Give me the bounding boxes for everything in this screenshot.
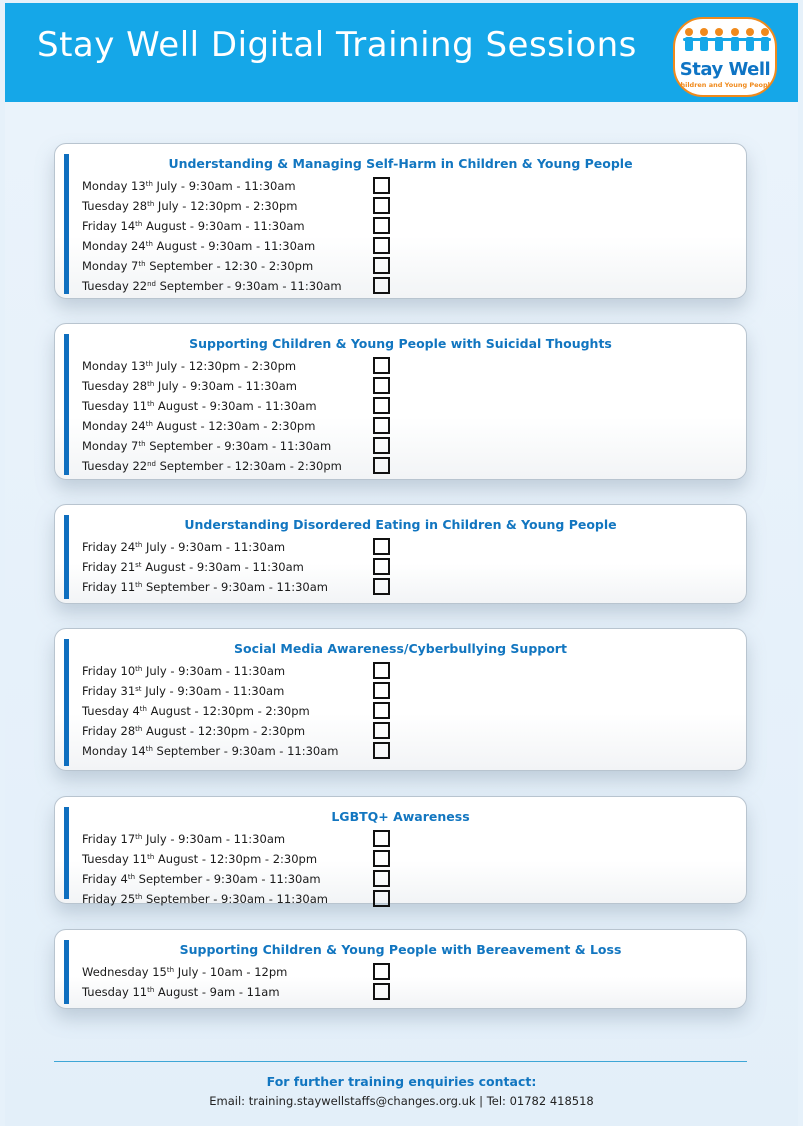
date-day: Tuesday 22	[82, 459, 148, 473]
date-day: Monday 24	[82, 419, 146, 433]
session-checkbox[interactable]	[373, 457, 390, 474]
date-day: Friday 21	[82, 560, 136, 574]
date-ordinal: th	[145, 420, 153, 428]
date-day: Tuesday 4	[82, 704, 140, 718]
date-ordinal: th	[135, 725, 143, 733]
session-title: Understanding & Managing Self-Harm in Children & Young People	[168, 156, 633, 171]
date-ordinal: th	[135, 581, 143, 589]
date-time: July - 9:30am - 11:30am	[152, 179, 296, 193]
date-ordinal: nd	[147, 460, 156, 468]
session-checkbox[interactable]	[373, 742, 390, 759]
date-day: Friday 24	[82, 540, 136, 554]
logo-subtext: Children and Young People	[675, 81, 775, 89]
date-time: July - 9:30am - 11:30am	[141, 684, 285, 698]
session-checkbox[interactable]	[373, 722, 390, 739]
session-checkbox[interactable]	[373, 237, 390, 254]
date-time: July - 12:30pm - 2:30pm	[154, 199, 298, 213]
date-day: Friday 10	[82, 664, 136, 678]
page-title: Stay Well Digital Training Sessions	[37, 25, 637, 65]
session-checkbox[interactable]	[373, 177, 390, 194]
session-checkbox[interactable]	[373, 277, 390, 294]
date-ordinal: th	[139, 705, 147, 713]
date-ordinal: th	[166, 966, 175, 974]
session-card	[54, 143, 747, 299]
date-day: Friday 17	[82, 832, 136, 846]
session-checkbox[interactable]	[373, 377, 390, 394]
session-checkbox[interactable]	[373, 257, 390, 274]
date-day: Monday 13	[82, 179, 146, 193]
date-time: July - 9:30am - 11:30am	[142, 664, 286, 678]
date-time: August - 9am - 11am	[154, 985, 280, 999]
date-time: August - 12:30pm - 2:30pm	[146, 704, 310, 718]
date-ordinal: th	[138, 440, 146, 448]
date-time: July - 9:30am - 11:30am	[154, 379, 297, 393]
session-date-row	[82, 537, 382, 557]
session-date-row	[82, 982, 382, 1002]
date-ordinal: th	[147, 200, 155, 208]
session-date-row	[82, 701, 382, 721]
date-ordinal: th	[135, 893, 143, 901]
date-ordinal: st	[135, 685, 142, 693]
session-date-row	[82, 256, 382, 276]
session-title: LGBTQ+ Awareness	[331, 809, 470, 824]
session-card	[54, 796, 747, 904]
session-card	[54, 323, 747, 480]
session-date-row	[82, 216, 382, 236]
session-checkbox[interactable]	[373, 702, 390, 719]
session-date-row	[82, 661, 382, 681]
session-checkbox[interactable]	[373, 538, 390, 555]
session-date-row	[82, 889, 382, 909]
date-day: Monday 7	[82, 259, 139, 273]
session-card	[54, 929, 747, 1009]
session-checkbox[interactable]	[373, 662, 390, 679]
session-date-row	[82, 577, 382, 597]
date-time: August - 9:30am - 11:30am	[141, 560, 304, 574]
session-date-row	[82, 356, 382, 376]
session-checkbox[interactable]	[373, 682, 390, 699]
session-date-row	[82, 721, 382, 741]
session-date-row	[82, 196, 382, 216]
date-ordinal: th	[135, 220, 143, 228]
date-day: Tuesday 28	[82, 199, 148, 213]
date-time: August - 9:30am - 11:30am	[142, 219, 305, 233]
date-ordinal: st	[135, 561, 142, 569]
session-date-row	[82, 436, 382, 456]
date-time: September - 9:30am - 11:30am	[135, 872, 321, 886]
session-checkbox[interactable]	[373, 983, 390, 1000]
footer-divider	[54, 1061, 747, 1062]
session-checkbox[interactable]	[373, 417, 390, 434]
footer-contact: Email: training.staywellstaffs@changes.org.uk | Tel: 01782 418518	[209, 1094, 594, 1108]
stay-well-logo	[673, 17, 777, 97]
session-date-row	[82, 396, 382, 416]
session-date-row	[82, 456, 382, 476]
date-time: September - 9:30am - 11:30am	[155, 279, 342, 293]
session-checkbox[interactable]	[373, 558, 390, 575]
session-card	[54, 504, 747, 604]
session-checkbox[interactable]	[373, 217, 390, 234]
session-date-row	[82, 176, 382, 196]
people-chain-icon	[681, 25, 773, 55]
date-ordinal: th	[145, 360, 153, 368]
date-ordinal: th	[135, 665, 143, 673]
date-ordinal: th	[145, 745, 153, 753]
date-ordinal: th	[138, 260, 146, 268]
session-date-row	[82, 849, 382, 869]
session-checkbox[interactable]	[373, 870, 390, 887]
date-day: Monday 24	[82, 239, 146, 253]
card-accent-bar	[64, 334, 69, 475]
date-day: Monday 14	[82, 744, 146, 758]
session-checkbox[interactable]	[373, 397, 390, 414]
session-date-row	[82, 557, 382, 577]
date-day: Friday 4	[82, 872, 128, 886]
date-ordinal: th	[147, 986, 155, 994]
session-checkbox[interactable]	[373, 890, 390, 907]
session-date-row	[82, 962, 382, 982]
date-time: September - 9:30am - 11:30am	[142, 580, 328, 594]
date-day: Tuesday 28	[82, 379, 148, 393]
session-title: Understanding Disordered Eating in Children & Young People	[184, 517, 617, 532]
logo-text: Stay Well	[679, 59, 771, 80]
date-time: September - 9:30am - 11:30am	[152, 744, 339, 758]
date-day: Wednesday 15	[82, 965, 167, 979]
session-checkbox[interactable]	[373, 830, 390, 847]
card-accent-bar	[64, 154, 69, 294]
date-day: Monday 7	[82, 439, 139, 453]
date-day: Tuesday 22	[82, 279, 148, 293]
date-time: August - 9:30am - 11:30am	[152, 239, 316, 253]
date-day: Friday 14	[82, 219, 136, 233]
footer-title: For further training enquiries contact:	[266, 1074, 537, 1089]
date-day: Friday 31	[82, 684, 136, 698]
date-time: July - 9:30am - 11:30am	[142, 540, 286, 554]
session-checkbox[interactable]	[373, 437, 390, 454]
session-title: Social Media Awareness/Cyberbullying Support	[234, 641, 567, 656]
date-time: August - 12:30am - 2:30pm	[152, 419, 316, 433]
date-day: Monday 13	[82, 359, 146, 373]
date-ordinal: th	[147, 400, 155, 408]
date-time: July - 10am - 12pm	[174, 965, 288, 979]
date-time: September - 12:30 - 2:30pm	[145, 259, 314, 273]
session-date-row	[82, 681, 382, 701]
date-time: September - 12:30am - 2:30pm	[155, 459, 342, 473]
session-date-row	[82, 236, 382, 256]
date-day: Friday 28	[82, 724, 136, 738]
session-date-row	[82, 741, 382, 761]
session-date-row	[82, 869, 382, 889]
date-time: July - 9:30am - 11:30am	[142, 832, 286, 846]
session-date-row	[82, 416, 382, 436]
date-ordinal: th	[127, 873, 136, 881]
date-ordinal: th	[145, 240, 153, 248]
date-ordinal: th	[135, 541, 143, 549]
date-day: Tuesday 11	[82, 399, 148, 413]
session-checkbox[interactable]	[373, 850, 390, 867]
date-ordinal: th	[147, 853, 155, 861]
date-time: September - 9:30am - 11:30am	[142, 892, 328, 906]
session-title: Supporting Children & Young People with Suicidal Thoughts	[189, 336, 612, 351]
date-day: Tuesday 11	[82, 852, 148, 866]
date-ordinal: th	[147, 380, 155, 388]
date-ordinal: th	[135, 833, 143, 841]
card-accent-bar	[64, 639, 69, 766]
date-day: Friday 25	[82, 892, 136, 906]
date-time: September - 9:30am - 11:30am	[145, 439, 332, 453]
header-banner	[5, 3, 798, 102]
date-time: August - 12:30pm - 2:30pm	[142, 724, 306, 738]
date-time: August - 12:30pm - 2:30pm	[154, 852, 318, 866]
date-day: Tuesday 11	[82, 985, 148, 999]
date-time: August - 9:30am - 11:30am	[154, 399, 317, 413]
session-date-row	[82, 276, 382, 296]
session-checkbox[interactable]	[373, 578, 390, 595]
session-card	[54, 628, 747, 771]
session-title: Supporting Children & Young People with Bereavement & Loss	[179, 942, 622, 957]
date-ordinal: nd	[147, 280, 156, 288]
session-checkbox[interactable]	[373, 963, 390, 980]
session-date-row	[82, 829, 382, 849]
session-checkbox[interactable]	[373, 357, 390, 374]
date-time: July - 12:30pm - 2:30pm	[152, 359, 297, 373]
date-day: Friday 11	[82, 580, 136, 594]
session-date-row	[82, 376, 382, 396]
session-checkbox[interactable]	[373, 197, 390, 214]
date-ordinal: th	[145, 180, 153, 188]
